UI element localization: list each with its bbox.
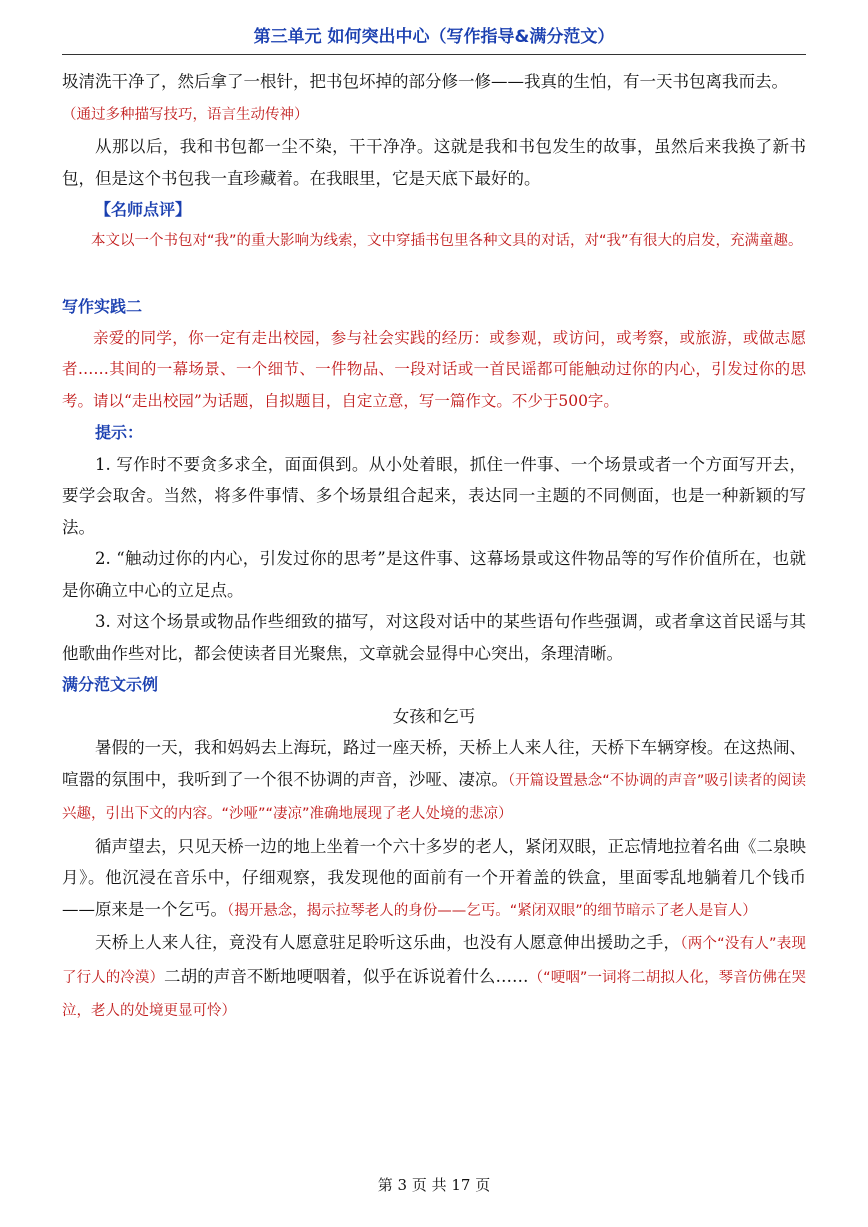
annotation-text: （通过多种描写技巧，语言生动传神）	[62, 106, 309, 123]
annotation-text: （“哽咽”一词将二胡拟人化，琴音仿佛在哭泣，老人的处境更显可怜）	[62, 969, 807, 1019]
comment-heading	[62, 194, 806, 226]
tip-item: 3. 对这个场景或物品作些细致的描写，对这段对话中的某些语句作些强调，或者拿这首民谣与其他歌曲作些对比，都会使读者目光聚焦，文章就会显得中心突出，条理清晰。	[62, 612, 806, 663]
essay-text: 循声望去，只见天桥一边的地上坐着一个六十多岁的老人，紧闭双眼，正忘情地拉着名曲《二泉映月》。他沉浸在音乐中，仔细观察，我发现他的面前有一个开着盖的铁盒，里面零乱地躺着几个钱币——原来是一个乞丐。	[62, 836, 806, 919]
essay-text: 二胡的声音不断地哽咽着，似乎在诉说着什么……	[164, 966, 529, 986]
essay-text: 暑假的一天，我和妈妈去上海玩，路过一座天桥，天桥上人来人往，天桥下车辆穿梭。在这热闹、喧嚣的氛围中，我听到了一个很不协调的声音，沙哑、凄凉。	[62, 738, 806, 789]
practice-prompt: 亲爱的同学，你一定有走出校园，参与社会实践的经历：或参观，或访问，或考察，或旅游，或做志愿者……其间的一幕场景、一个细节、一件物品、一段对话或一首民谣都可能触动过你的内心，引发过你的思考。请以“走出校园”为话题，自拟题目，自定立意，写一篇作文。不少于500字。	[62, 328, 806, 410]
teacher-comment: 本文以一个书包对“我”的重大影响为线索，文中穿插书包里各种文具的对话，对“我”有很大的启发，充满童趣。	[91, 232, 803, 249]
tip-item: 2. “触动过你的内心，引发过你的思考”是这件事、这幕场景或这件物品等的写作价值所在，也就是你确立中心的立足点。	[62, 549, 806, 600]
document-body	[62, 66, 806, 1028]
comment-heading-text: 【名师点评】	[95, 200, 192, 219]
paragraph: 从那以后，我和书包都一尘不染，干干净净。这就是我和书包发生的故事，虽然后来我换了新书包，但是这个书包我一直珍藏着。在我眼里，它是天底下最好的。	[62, 137, 806, 188]
tips-heading	[62, 417, 806, 449]
page-header: 第三单元 如何突出中心（写作指导&满分范文）	[62, 22, 806, 55]
essay-title: 女孩和乞丐	[392, 706, 476, 726]
annotation-text: （揭开悬念，揭示拉琴老人的身份——乞丐。“紧闭双眼”的细节暗示了老人是盲人）	[227, 902, 757, 919]
annotation-text: （开篇设置悬念“不协调的声音”吸引读者的阅读兴趣，引出下文的内容。“沙哑”“凄凉”准确地展现了老人处境的悲凉）	[62, 772, 806, 822]
essay-paragraph	[62, 732, 806, 831]
page-footer: 第 3 页 共 17 页	[377, 1176, 491, 1194]
tips-heading-text: 提示：	[95, 423, 144, 442]
tip-item: 1. 写作时不要贪多求全，面面俱到。从小处着眼，抓住一件事、一个场景或者一个方面写开去，要学会取舍。当然，将多件事情、多个场景组合起来，表达同一主题的不同侧面，也是一种新颖的写法。	[62, 454, 806, 537]
essay-paragraph	[62, 927, 806, 1028]
annotation-text: （两个“没有人”表现了行人的冷漠）	[62, 936, 806, 986]
essay-text: 天桥上人来人往，竟没有人愿意驻足聆听这乐曲，也没有人愿意伸出援助之手，	[95, 933, 681, 952]
essay-paragraph	[62, 831, 806, 928]
annotation-note	[62, 98, 806, 132]
practice-heading: 写作实践二	[62, 297, 143, 316]
sample-heading: 满分范文示例	[62, 675, 159, 694]
paragraph-continued: 圾清洗干净了，然后拿了一根针，把书包坏掉的部分修一修——我真的生怕，有一天书包离我而去。	[62, 72, 788, 91]
